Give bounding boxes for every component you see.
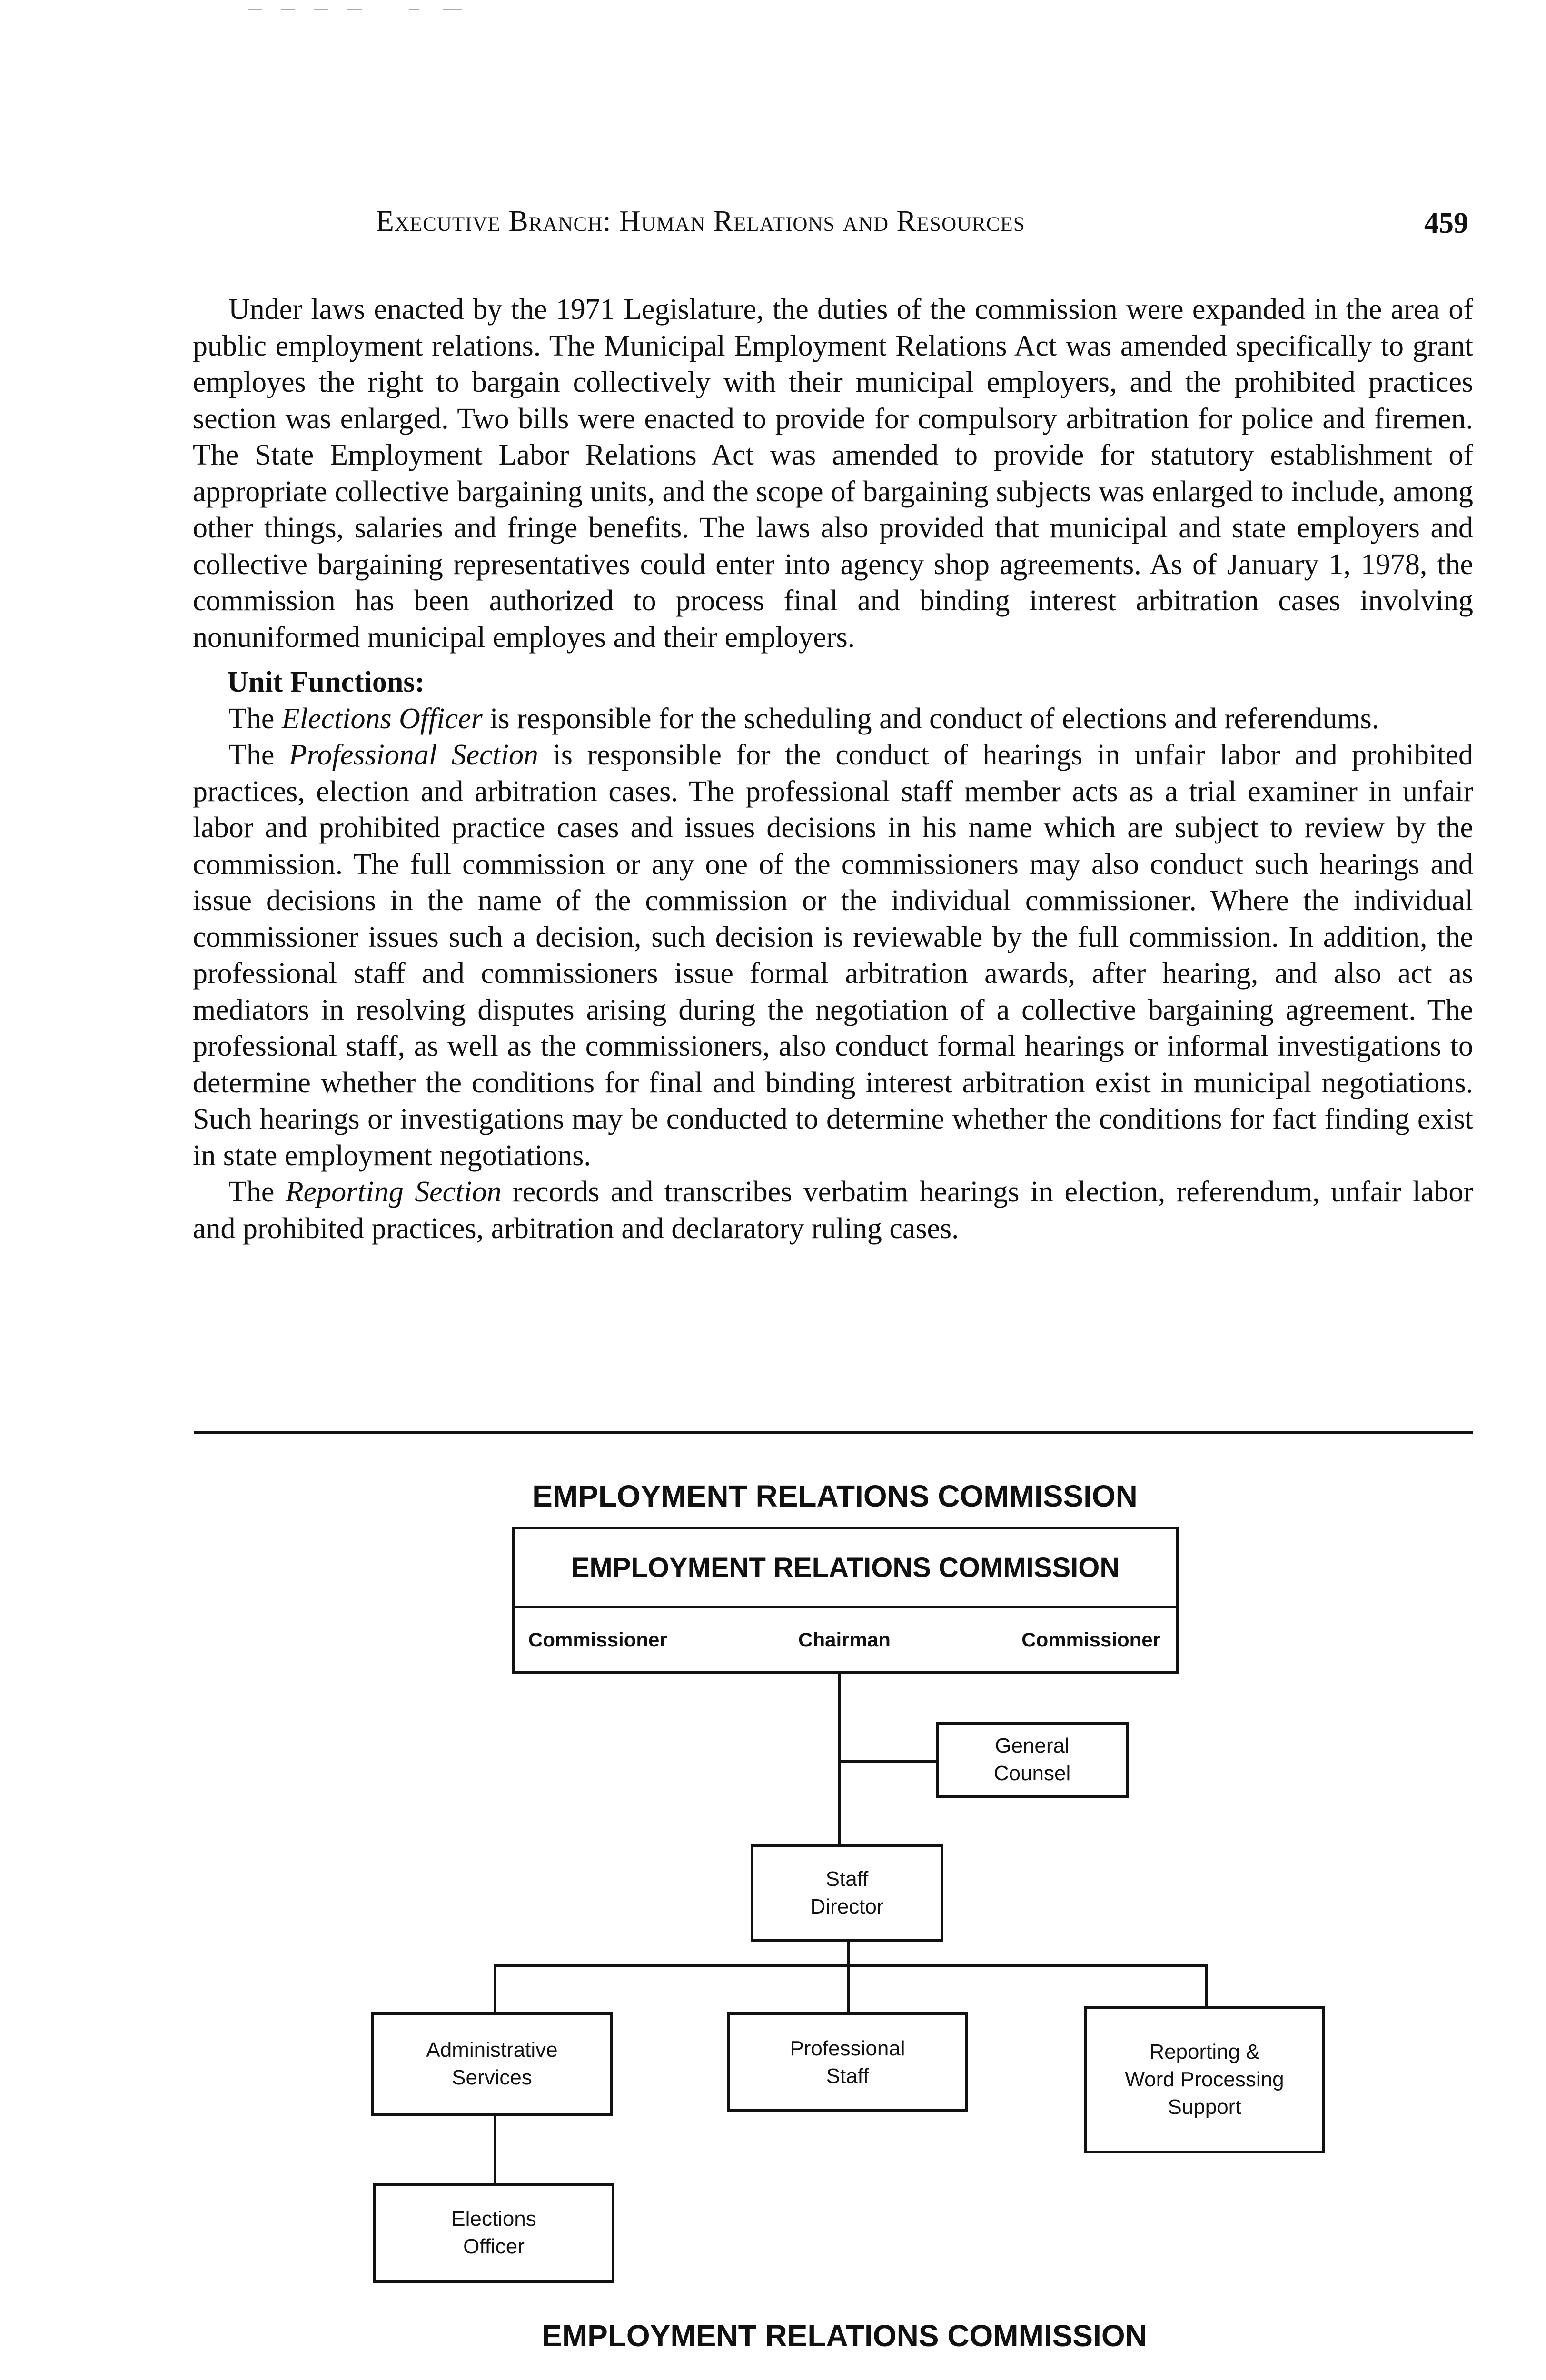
- professional-staff-label: [790, 2035, 905, 2090]
- running-head-part1: Executive Branch:: [376, 205, 612, 238]
- connector-horizontal-bar: [494, 1964, 1208, 1967]
- elections-officer-box: [373, 2183, 614, 2283]
- line-1: General: [995, 1734, 1070, 1757]
- scan-mark: [314, 9, 328, 10]
- text: records and transcribes verbatim hearings in election, referendum, unfair labor and prohibited practices, arbitration and declaratory ruling cases.: [193, 1176, 1473, 1245]
- elections-officer-label: [451, 2205, 536, 2261]
- emphasis: Reporting Section: [285, 1176, 502, 1208]
- line-2: Staff: [826, 2064, 869, 2088]
- professional-staff-box: [727, 2012, 968, 2112]
- page-header: [0, 205, 1546, 248]
- member-commissioner-left: Commissioner: [528, 1628, 667, 1651]
- running-head-part2: Human Relations and Resources: [619, 205, 1025, 238]
- page-number: 459: [1424, 207, 1468, 239]
- paragraph-legislation: Under laws enacted by the 1971 Legislature, the duties of the commission were expanded in the area of public employment relations. The Municipal Employment Relations Act was amended specifically to grant employes the right to bargain collectively with their municipal employers, and the prohibited practices section was enlarged. Two bills were enacted to provide for compulsory arbitration for police and firemen. The State Employment Labor Relations Act was amended to provide for statutory establishment of appropriate collective bargaining units, and the scope of bargaining subjects was enlarged to include, among other things, salaries and fringe benefits. The laws also provided that municipal and state employers and collective bargaining representatives could enter into agency shop agreements. As of January 1, 1978, the commission has been authorized to process final and binding interest arbitration cases involving nonuniformed municipal employes and their employers.: [193, 293, 1473, 654]
- scan-mark: [409, 9, 419, 10]
- paragraph-reporting-section: [193, 1174, 1473, 1247]
- line-1: Elections: [451, 2207, 536, 2231]
- scan-mark: [281, 9, 295, 10]
- connector-to-reporting: [1205, 1964, 1208, 2007]
- org-chart-title-bottom: EMPLOYMENT RELATIONS COMMISSION: [542, 2319, 1147, 2353]
- general-counsel-box: [936, 1722, 1129, 1798]
- administrative-services-box: [371, 2012, 613, 2116]
- connector-to-admin: [494, 1964, 496, 2013]
- reporting-label: [1125, 2038, 1284, 2121]
- line-1: Staff: [825, 1867, 869, 1891]
- text: The: [228, 739, 289, 771]
- member-commissioner-right: Commissioner: [1021, 1628, 1160, 1651]
- text: The: [228, 702, 282, 735]
- commission-members: [515, 1608, 1176, 1671]
- text: The: [228, 1176, 286, 1208]
- line-2: Counsel: [993, 1762, 1071, 1785]
- scan-mark: [248, 9, 262, 10]
- line-2: Word Processing: [1125, 2068, 1284, 2091]
- commission-box-title: EMPLOYMENT RELATIONS COMMISSION: [515, 1529, 1176, 1608]
- connector-to-general-counsel: [838, 1760, 938, 1763]
- administrative-services-label: [426, 2036, 557, 2092]
- general-counsel-label: [994, 1732, 1070, 1787]
- staff-director-label: [810, 1865, 883, 1921]
- staff-director-box: [751, 1844, 943, 1942]
- running-head: [376, 205, 1025, 238]
- line-2: Officer: [463, 2235, 525, 2258]
- paragraph-elections-officer: [193, 701, 1473, 737]
- connector-admin-to-elections: [494, 2114, 496, 2184]
- body-text: [193, 291, 1473, 1247]
- scan-mark: [347, 9, 362, 10]
- connector-staff-down: [847, 1941, 850, 1967]
- line-2: Director: [810, 1894, 884, 1918]
- paragraph-professional-section: [193, 737, 1473, 1174]
- line-1: Professional: [790, 2037, 905, 2060]
- text: is responsible for the conduct of hearings in unfair labor and prohibited practices, election and arbitration cases. The professional staff member acts as a trial examiner in unfair labor and prohibited practice cases and issues decisions in his name which are subject to review by the commission. The full commission or any one of the commissioners may also conduct such hearings and issue decisions in the name of the commission or the individual commissioner. Where the individual commissioner issues such a decision, such decision is reviewable by the full commission. In addition, the professional staff and commissioners issue formal arbitration awards, after hearing, and also act as mediators in resolving disputes arising during the negotiation of a collective bargaining agreement. The professional staff, as well as the commissioners, also conduct formal hearings or informal investigations to determine whether the conditions for final and binding interest arbitration exist in municipal negotiations. Such hearings or investigations may be conducted to determine whether the conditions for fact finding exist in state employment negotiations.: [193, 739, 1473, 1172]
- line-1: Administrative: [426, 2038, 558, 2062]
- text: is responsible for the scheduling and conduct of elections and referendums.: [482, 702, 1379, 735]
- member-chairman: Chairman: [798, 1628, 891, 1651]
- horizontal-rule: [194, 1431, 1473, 1434]
- emphasis: Elections Officer: [281, 702, 483, 735]
- emphasis: Professional Section: [288, 739, 539, 771]
- reporting-box: [1084, 2006, 1325, 2153]
- line-2: Services: [452, 2066, 532, 2089]
- line-3: Support: [1168, 2095, 1241, 2119]
- unit-functions-heading: Unit Functions:: [227, 666, 425, 698]
- scan-mark: [443, 9, 462, 10]
- connector-to-professional: [847, 1964, 850, 2013]
- org-chart-title-top: EMPLOYMENT RELATIONS COMMISSION: [532, 1479, 1138, 1513]
- commission-box: [512, 1527, 1179, 1674]
- line-1: Reporting &: [1149, 2040, 1260, 2063]
